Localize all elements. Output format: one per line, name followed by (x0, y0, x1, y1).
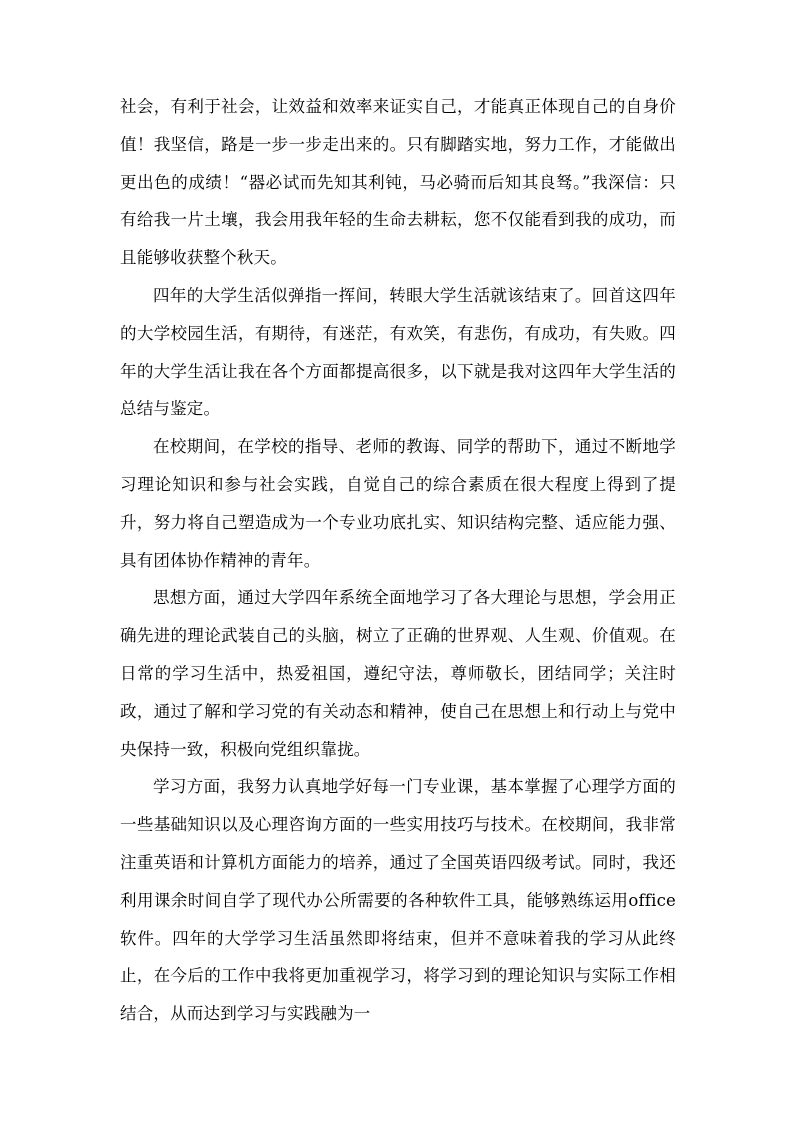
paragraph-2: 四年的大学生活似弹指一挥间，转眼大学生活就该结束了。回首这四年的大学校园生活，有期待，有迷茫，有欢笑，有悲伤，有成功，有失败。四年的大学生活让我在各个方面都提高很多，以下就是我对这四年大学生活的总结与鉴定。 (120, 285, 676, 419)
paragraph-3: 在校期间，在学校的指导、老师的教诲、同学的帮助下，通过不断地学习理论知识和参与社会实践，自觉自己的综合素质在很大程度上得到了提升，努力将自己塑造成为一个专业功底扎实、知识结构完整、适应能力强、具有团体协作精神的青年。 (120, 437, 676, 570)
paragraph-1: 社会，有利于社会，让效益和效率来证实自己，才能真正体现自己的自身价值！我坚信，路是一步一步走出来的。只有脚踏实地，努力工作，才能做出更出色的成绩！“器必试而先知其利钝，马必骑而后知其良驽。”我深信：只有给我一片土壤，我会用我年轻的生命去耕耘，您不仅能看到我的成功，而且能够收获整个秋天。 (120, 97, 676, 268)
paragraph-5: 学习方面，我努力认真地学好每一门专业课，基本掌握了心理学方面的一些基础知识以及心理咨询方面的一些实用技巧与技术。在校期间，我非常注重英语和计算机方面能力的培养，通过了全国英语四级考试。同时，我还利用课余时间自学了现代办公所需要的各种软件工具，能够熟练运用office软件。四年的大学学习生活虽然即将结束，但并不意味着我的学习从此终止，在今后的工作中我将更加重视学习，将学习到的理论知识与实际工作相结合，从而达到学习与实践融为一 (120, 777, 676, 1024)
paragraph-4: 思想方面，通过大学四年系统全面地学习了各大理论与思想，学会用正确先进的理论武装自己的头脑，树立了正确的世界观、人生观、价值观。在日常的学习生活中，热爱祖国，遵纪守法，尊师敬长，团结同学；关注时政，通过了解和学习党的有关动态和精神，使自己在思想上和行动上与党中央保持一致，积极向党组织靠拢。 (120, 588, 676, 759)
document-page (120, 88, 676, 1033)
